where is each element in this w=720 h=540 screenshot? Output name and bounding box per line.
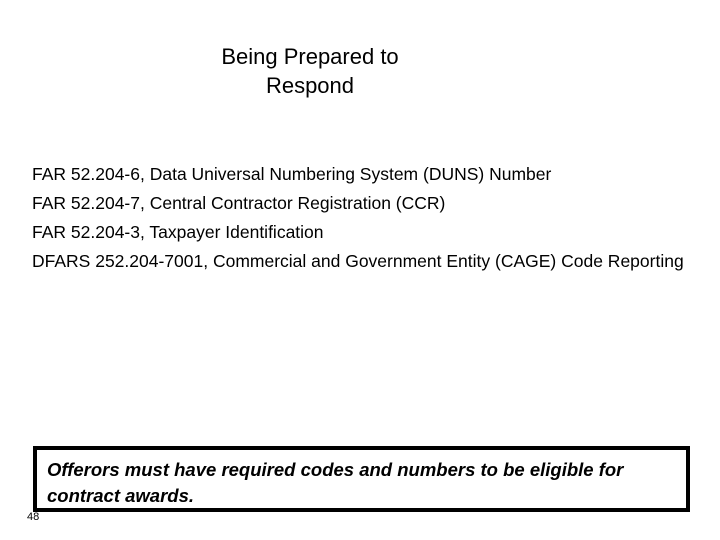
slide-title <box>150 42 470 100</box>
regulation-list <box>32 160 712 276</box>
regulation-item: FAR 52.204-3, Taxpayer Identification <box>32 222 324 242</box>
regulation-item: FAR 52.204-6, Data Universal Numbering System (DUNS) Number <box>32 164 552 184</box>
page-number: 48 <box>27 511 40 523</box>
regulation-item: DFARS 252.204-7001, Commercial and Government Entity (CAGE) Code Reporting <box>32 251 684 271</box>
regulation-item: FAR 52.204-7, Central Contractor Registration (CCR) <box>32 193 446 213</box>
slide-title-line: Respond <box>265 73 355 98</box>
slide-title-line: Being Prepared to <box>221 44 399 69</box>
eligibility-callout-box <box>33 446 690 512</box>
eligibility-callout-text: Offerors must have required codes and numbers to be eligible for contract awards. <box>47 459 624 506</box>
